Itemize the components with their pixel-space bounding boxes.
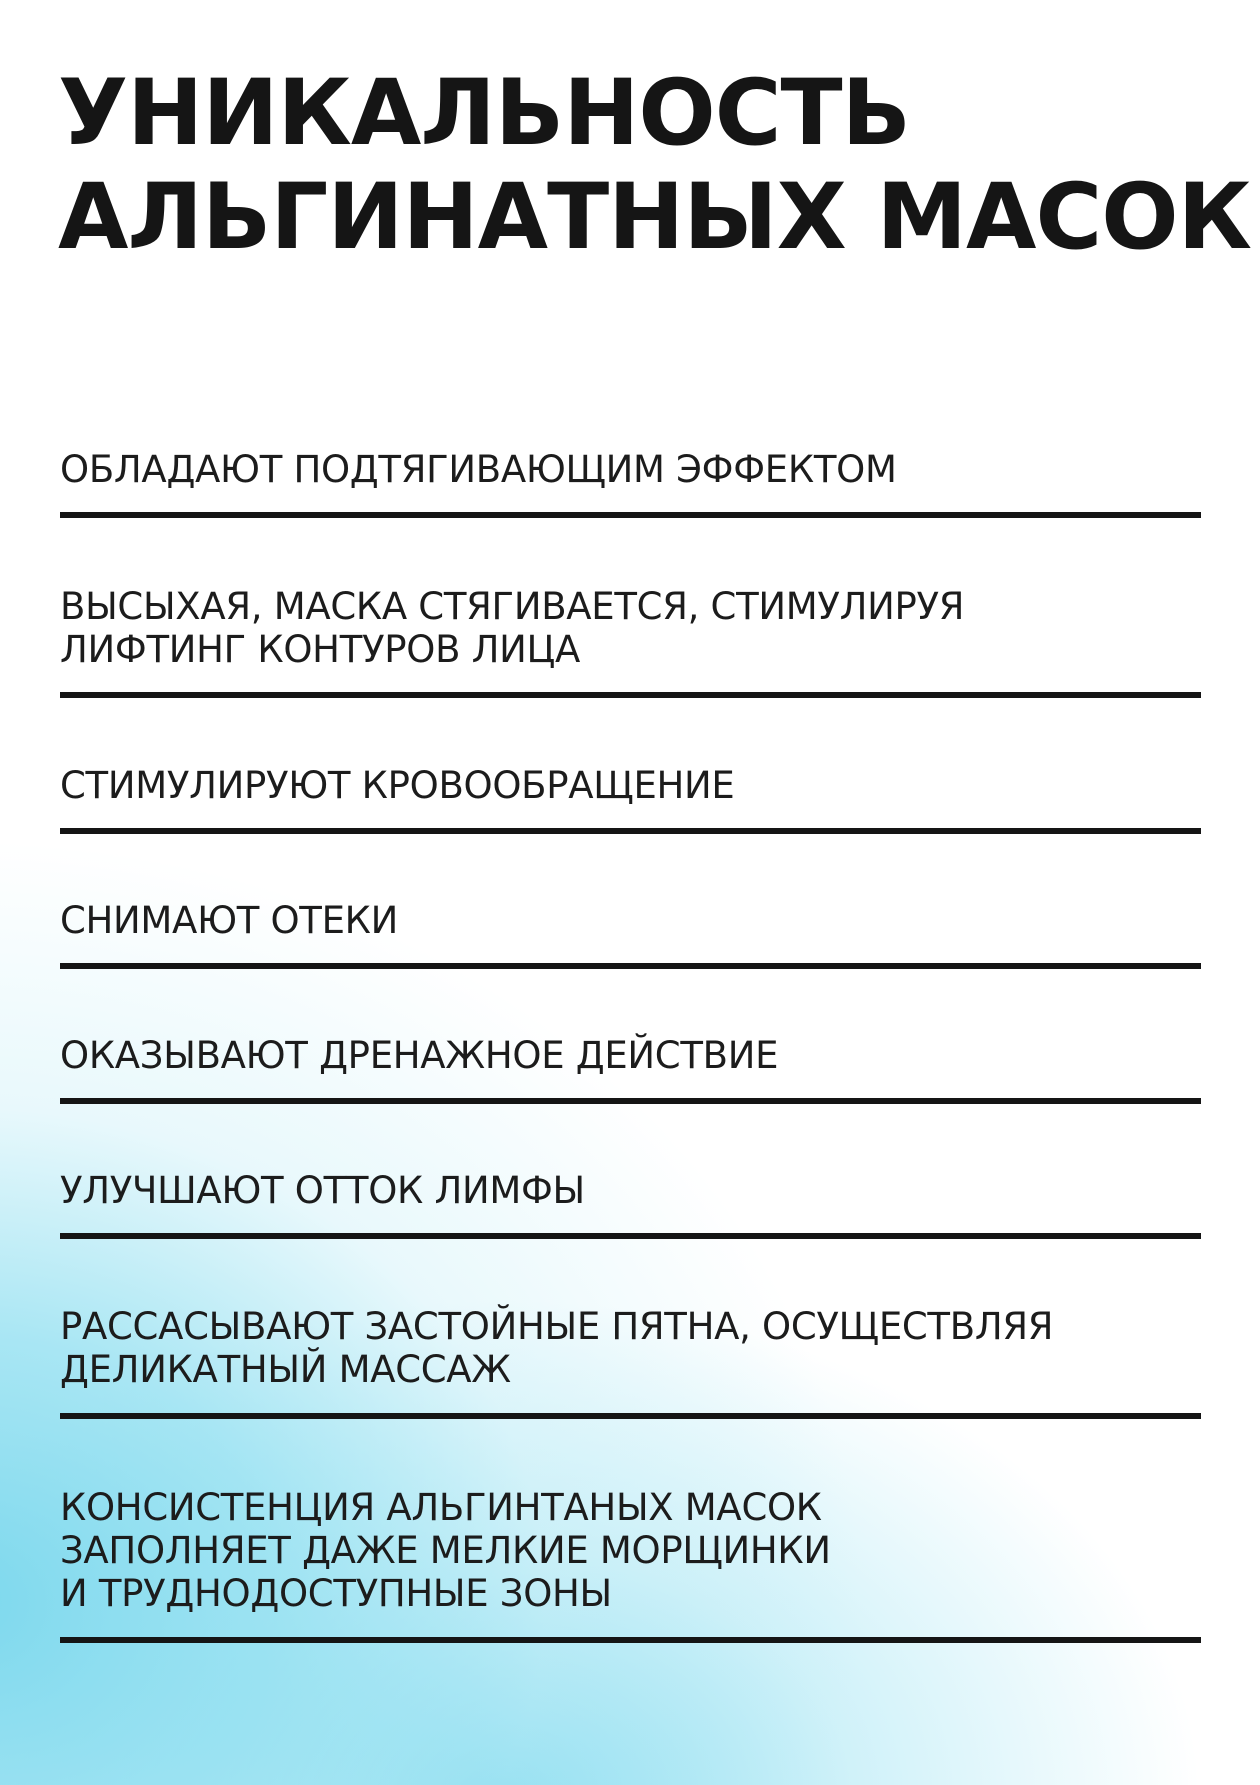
divider — [60, 512, 1201, 518]
list-item-text — [60, 1305, 1053, 1391]
list-item-line: ДЕЛИКАТНЫЙ МАССАЖ — [60, 1348, 511, 1391]
list-item-text — [60, 448, 897, 491]
list-item-text — [60, 899, 398, 942]
divider — [60, 1413, 1201, 1419]
list-item-line: КОНСИСТЕНЦИЯ АЛЬГИНТАНЫХ МАСОК — [60, 1486, 822, 1529]
divider — [60, 692, 1201, 698]
divider — [60, 1233, 1201, 1239]
list-item-line: И ТРУДНОДОСТУПНЫЕ ЗОНЫ — [60, 1572, 612, 1615]
divider — [60, 828, 1201, 834]
list-item-text — [60, 1034, 778, 1077]
divider — [60, 963, 1201, 969]
list-item-line: ЗАПОЛНЯЕТ ДАЖЕ МЕЛКИЕ МОРЩИНКИ — [60, 1529, 831, 1572]
list-item-line: УЛУЧШАЮТ ОТТОК ЛИМФЫ — [60, 1169, 585, 1212]
divider — [60, 1098, 1201, 1104]
list-item-text — [60, 764, 735, 807]
list-item-text — [60, 1486, 831, 1615]
list-item-line: ОБЛАДАЮТ ПОДТЯГИВАЮЩИМ ЭФФЕКТОМ — [60, 448, 897, 491]
divider — [60, 1637, 1201, 1643]
list-item-line: ОКАЗЫВАЮТ ДРЕНАЖНОЕ ДЕЙСТВИЕ — [60, 1034, 779, 1077]
list-item-line: РАССАСЫВАЮТ ЗАСТОЙНЫЕ ПЯТНА, ОСУЩЕСТВЛЯЯ — [60, 1305, 1054, 1348]
list-item-line: СНИМАЮТ ОТЕКИ — [60, 899, 399, 942]
title-line-2: АЛЬГИНАТНЫХ МАСОК — [58, 165, 1251, 270]
page-title — [58, 62, 1251, 270]
list-item-line: СТИМУЛИРУЮТ КРОВООБРАЩЕНИЕ — [60, 764, 735, 807]
title-line-1: УНИКАЛЬНОСТЬ — [58, 61, 910, 166]
list-item-text — [60, 585, 964, 671]
list-item-line: ЛИФТИНГ КОНТУРОВ ЛИЦА — [60, 628, 580, 671]
list-item-line: ВЫСЫХАЯ, МАСКА СТЯГИВАЕТСЯ, СТИМУЛИРУЯ — [60, 585, 965, 628]
list-item-text — [60, 1169, 585, 1212]
